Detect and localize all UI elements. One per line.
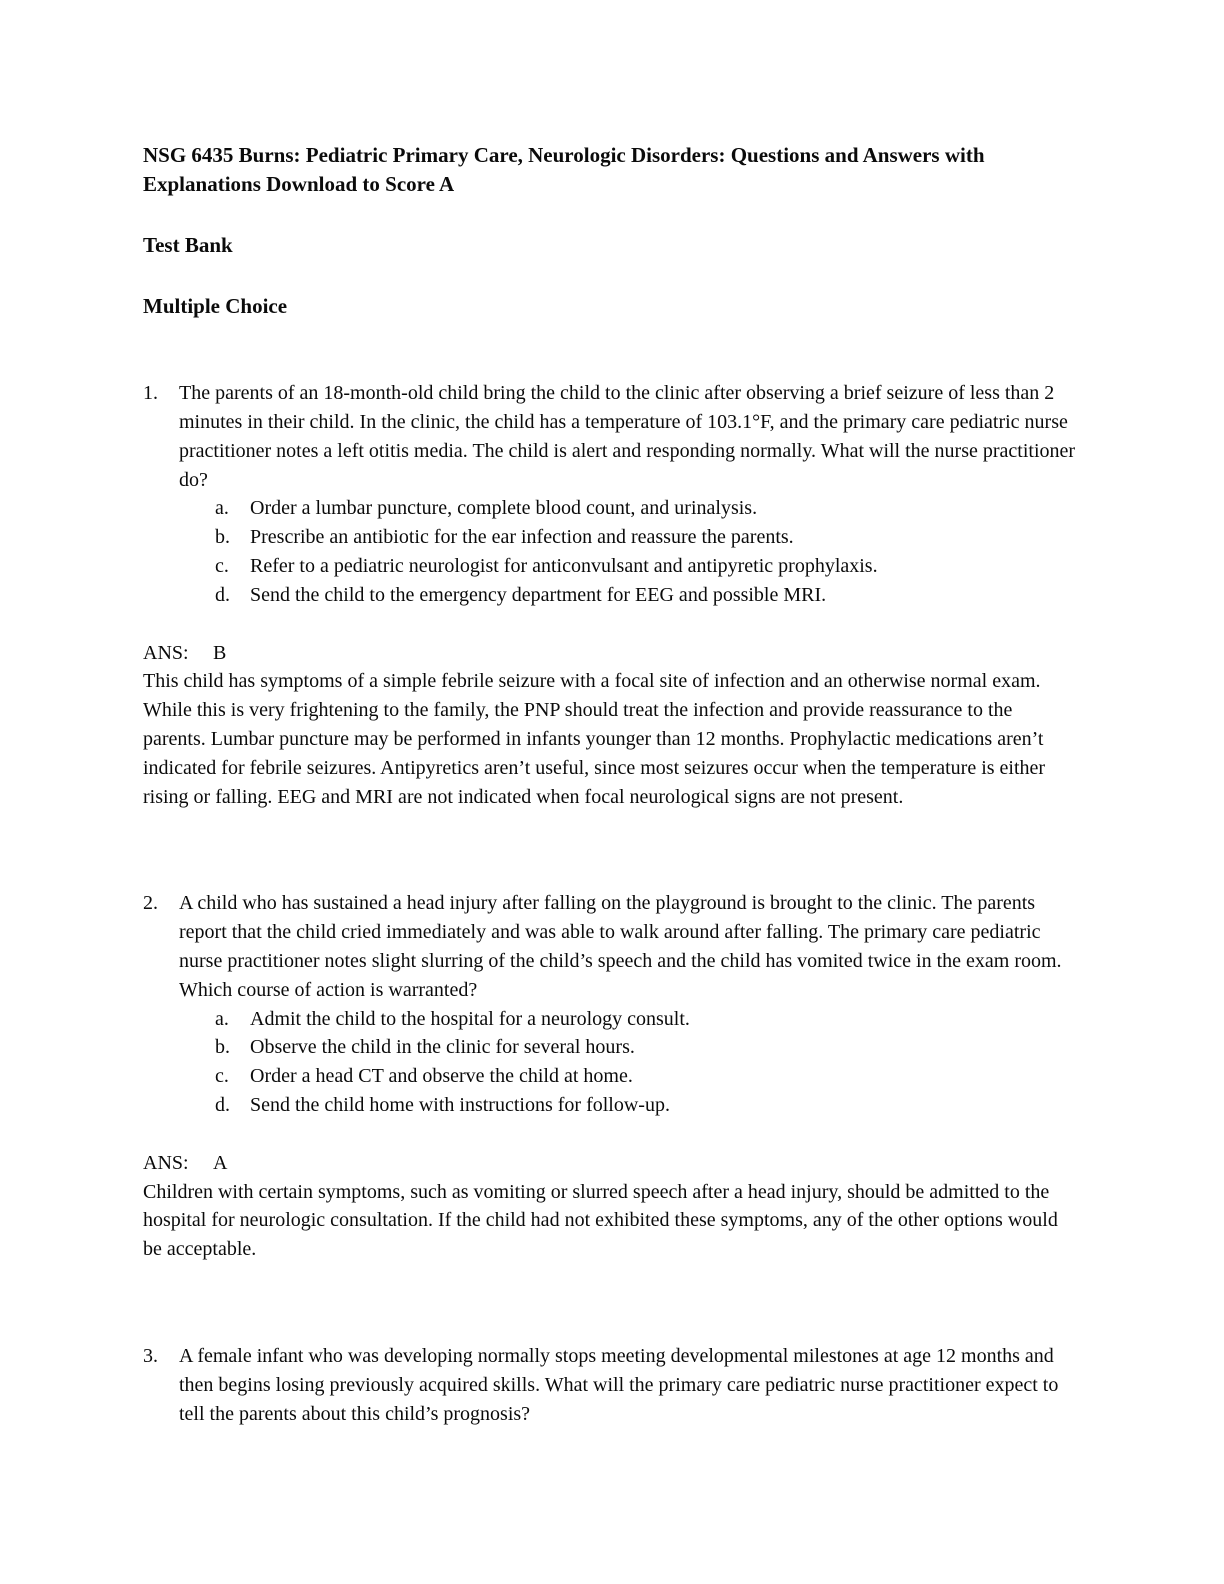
answer-explanation: Children with certain symptoms, such as vomiting or slurred speech after a head injury, should be admitted to the hospital for neurologic consultation. If the child had not exhibited these symptoms, any of the other options would be acceptable. — [143, 1180, 1058, 1261]
question-2-stem-row — [143, 889, 1080, 1119]
option-text: Admit the child to the hospital for a neurology consult. — [250, 1007, 690, 1030]
option-text: Refer to a pediatric neurologist for anticonvulsant and antipyretic prophylaxis. — [250, 555, 878, 578]
option-row — [215, 494, 1080, 523]
question-3 — [143, 1342, 1080, 1428]
question-number: 3. — [143, 1344, 158, 1367]
option-row — [215, 581, 1080, 610]
section-spacer — [143, 811, 1080, 889]
question-1-stem-row — [143, 379, 1080, 609]
option-text: Send the child home with instructions for follow-up. — [250, 1093, 670, 1116]
question-number: 1. — [143, 382, 158, 405]
answer-options — [215, 494, 1080, 609]
question-3-stem-row — [143, 1342, 1080, 1428]
question-1 — [143, 379, 1080, 811]
option-text: Prescribe an antibiotic for the ear infection and reassure the parents. — [250, 526, 794, 549]
question-stem: A female infant who was developing normally stops meeting developmental milestones at age 12 months and then begins losing previously acquired skills. What will the primary care pediatric nurse practitioner expect to tell the parents about this child’s prognosis? — [179, 1344, 1059, 1425]
answer-line — [143, 1149, 1080, 1178]
test-bank-heading: Test Bank — [143, 232, 233, 257]
question-2 — [143, 889, 1080, 1264]
option-text: Order a head CT and observe the child at home. — [250, 1065, 633, 1088]
option-letter: b. — [215, 1036, 230, 1059]
option-row — [215, 552, 1080, 581]
question-stem: A child who has sustained a head injury after falling on the playground is brought to the clinic. The parents report that the child cried immediately and was able to walk around after falling. The primary care pediatric nurse practitioner notes slight slurring of the child’s speech and the child has vomited twice in the exam room. Which course of action is warranted? — [179, 892, 1062, 1001]
option-letter: c. — [215, 555, 229, 578]
option-row — [215, 1005, 1080, 1034]
option-letter: d. — [215, 1093, 230, 1116]
option-letter: a. — [215, 497, 229, 520]
question-number: 2. — [143, 892, 158, 915]
question-stem: The parents of an 18-month-old child bring the child to the clinic after observing a brief seizure of less than 2 minutes in their child. In the clinic, the child has a temperature of 103.1°F, and the primary care pediatric nurse practitioner notes a left otitis media. The child is alert and responding normally. What will the nurse practitioner do? — [179, 382, 1076, 491]
option-letter: b. — [215, 526, 230, 549]
option-letter: a. — [215, 1007, 229, 1030]
option-row — [215, 1033, 1080, 1062]
option-row — [215, 1062, 1080, 1091]
answer-label: ANS: — [143, 1151, 189, 1174]
answer-value: B — [213, 641, 227, 664]
option-text: Order a lumbar puncture, complete blood count, and urinalysis. — [250, 497, 758, 520]
option-row — [215, 523, 1080, 552]
option-text: Observe the child in the clinic for several hours. — [250, 1036, 635, 1059]
answer-options — [215, 1005, 1080, 1120]
answer-label: ANS: — [143, 641, 189, 664]
option-letter: d. — [215, 583, 230, 606]
section-spacer — [143, 1264, 1080, 1342]
answer-explanation: This child has symptoms of a simple febrile seizure with a focal site of infection and an otherwise normal exam. While this is very frightening to the family, the PNP should treat the infection and provide reassurance to the parents. Lumbar puncture may be performed in infants younger than 12 months. Prophylactic medications aren’t indicated for febrile seizures. Antipyretics aren’t useful, since most seizures occur when the temperature is either rising or falling. EEG and MRI are not indicated when focal neurological signs are not present. — [143, 670, 1046, 808]
answer-line — [143, 639, 1080, 668]
option-text: Send the child to the emergency department for EEG and possible MRI. — [250, 583, 827, 606]
option-row — [215, 1091, 1080, 1120]
multiple-choice-heading: Multiple Choice — [143, 294, 288, 319]
answer-value: A — [213, 1151, 228, 1174]
option-letter: c. — [215, 1065, 229, 1088]
document-title: NSG 6435 Burns: Pediatric Primary Care, Neurologic Disorders: Questions and Answers with Explanations Download to Score A — [143, 143, 985, 197]
